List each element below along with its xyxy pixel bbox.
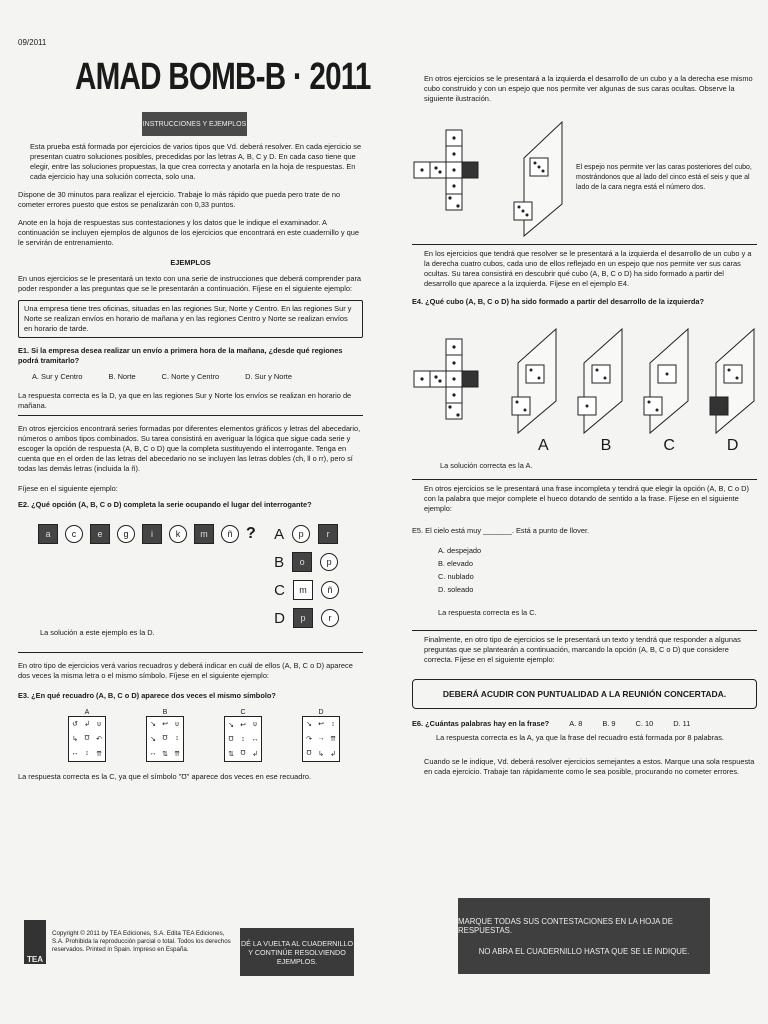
notes-paragraph: Anote en la hoja de respuestas sus contestaciones y los datos que le indique el examinador. A continuación se incluyen ejemplos de algunos de los ejercicios que encontrará en este cuadernillo y que le servirán de entrenamiento. <box>18 218 360 247</box>
intro-paragraph: Esta prueba está formada por ejercicios de varios tipos que Vd. deberá resolver. En cada ejercicio se presentan cuatro soluciones posibles, precedidas por las letras A, B, C y D. En cada caso tiene que elegir, entre las soluciones propuestas, la que crea correcta y anotarla en la hoja de respuestas. En cada ejercicio hay una solución correcta, solo una. <box>30 142 362 181</box>
cube-option-a-icon <box>500 325 558 435</box>
option-item: p <box>292 525 310 543</box>
option-item: ñ <box>321 581 339 599</box>
cube-task-intro: En los ejercicios que tendrá que resolver se le presentará a la izquierda el desarrollo de un cubo y a la derecha cuatro cubos, cada uno de ellos reflejado en un espejo que nos permite ver sus caras ocultas. Su tarea consistirá en descubrir qué cubo (A, B, C o D) ha sido formado a partir del desarrollo que aparece a la izquierda. Fíjese en el ejemplo E4. <box>424 249 752 288</box>
e6-option-b: B. 9 <box>602 719 616 728</box>
option-letter: A <box>538 437 549 454</box>
notice-line-1: MARQUE TODAS SUS CONTESTACIONES EN LA HOJA DE RESPUESTAS. <box>458 916 673 935</box>
cube-option-c-icon <box>632 325 690 435</box>
e6-answer: La respuesta correcta es la A, ya que la frase del recuadro está formada por 8 palabras. <box>436 733 724 742</box>
option-item: m <box>293 580 313 600</box>
e3-answer: La respuesta correcta es la C, ya que el símbolo "Ʊ" aparece dos veces en ese recuadro. <box>18 772 312 781</box>
e2-answer: La solución a este ejemplo es la D. <box>40 628 155 637</box>
mirror-cube-icon <box>504 118 564 238</box>
question-e5: E5. El cielo está muy _______. Está a punto de llover. <box>412 526 590 535</box>
sentence-intro: En otros ejercicios se le presentará una frase incompleta y tendrá que elegir la opción (A, B, C o D) con la palabra que mejor complete el hueco dotando de sentido a la frase. Fíjese en el siguiente ejemplo: <box>424 484 749 513</box>
e6-option-a: A. 8 <box>569 719 583 728</box>
series-item: a <box>38 524 58 544</box>
divider <box>412 479 757 480</box>
left-column <box>18 142 363 782</box>
box-letter: A <box>84 709 90 716</box>
series-item: c <box>65 525 83 543</box>
option-letter: C <box>274 581 285 599</box>
symbol-grid: ↘ ↩ ʋ Ʊ ↕ ↔ ⇅ Ʊ ↲ <box>224 716 262 762</box>
e1-option-b: B. Norte <box>108 372 136 381</box>
e1-option-d: D. Sur y Norte <box>245 372 292 381</box>
answer-sheet-notice <box>458 898 710 974</box>
option-item: p <box>293 608 313 628</box>
option-letter: A <box>274 525 285 543</box>
series-intro: En otros ejercicios encontrará series formadas por diferentes elementos gráficos y letras del abecedario, números o ambos tipos combinados. Su tarea consistirá en averiguar la lógica que sigue cada serie y escoger la opción de respuesta (A, B, C o D) que la completa sustituyendo el interrogante. Tenga en cuenta que en el orden de las letras del abecedario no se incluyen las letras dobles (ch, ll o rr), pero sí todas las demás letras (incluida la ñ). <box>18 424 361 473</box>
question-e4: E4. ¿Qué cubo (A, B, C o D) ha sido formado a partir del desarrollo de la izquierda? <box>412 297 704 306</box>
box-letter: C <box>240 709 246 716</box>
e3-box-b <box>146 709 184 762</box>
question-e3: E3. ¿En qué recuadro (A, B, C o D) aparece dos veces el mismo símbolo? <box>18 691 276 700</box>
symbols-intro: En otro tipo de ejercicios verá varios recuadros y deberá indicar en cuál de ellos (A, B, C o D) aparece dos veces la misma letra o el mismo símbolo. Fíjese en el siguiente ejemplo: <box>18 661 353 680</box>
series-item: m <box>194 524 214 544</box>
option-letter: D <box>726 437 739 454</box>
question-e1: E1. Si la empresa desea realizar un envío a primera hora de la mañana, ¿desde qué regiones podrá tramitarlo? <box>18 346 343 365</box>
e1-option-c: C. Norte y Centro <box>161 372 220 381</box>
e6-option-d: D. 11 <box>673 719 691 728</box>
e4-labels <box>538 437 757 455</box>
closing-paragraph: Cuando se le indique, Vd. deberá resolver ejercicios semejantes a estos. Marque una sola respuesta en cada ejercicio. Trabaje tan rápidamente como le sea posible, procurando no cometer errores. <box>424 757 755 776</box>
e2-option-c <box>274 580 339 600</box>
option-item: r <box>321 609 339 627</box>
question-e6: E6. ¿Cuántas palabras hay en la frase? <box>412 719 550 728</box>
option-item: r <box>318 524 338 544</box>
tea-logo: TEA <box>24 920 46 964</box>
see-example: Fíjese en el siguiente ejemplo: <box>18 484 118 493</box>
turn-page-box: DÉ LA VUELTA AL CUADERNILLO Y CONTINÚE RESOLVIENDO EJEMPLOS. <box>240 928 354 976</box>
series-item: ñ <box>221 525 239 543</box>
series-item: k <box>169 525 187 543</box>
instructions-banner: INSTRUCCIONES Y EJEMPLOS <box>142 112 247 136</box>
e5-option-a: A. despejado <box>438 546 482 555</box>
option-letter: B <box>600 437 612 454</box>
symbol-grid: ↘ ↩ ↕ ↷ → ⇈ Ʊ ↳ ↲ <box>302 716 340 762</box>
divider <box>18 415 363 416</box>
e4-figures <box>412 325 757 435</box>
e3-box-a <box>68 709 106 762</box>
e5-option-b: B. elevado <box>438 559 473 568</box>
series-item: e <box>90 524 110 544</box>
e5-options <box>438 544 757 596</box>
right-column <box>412 74 757 777</box>
e5-option-d: D. soleado <box>438 585 474 594</box>
time-paragraph: Dispone de 30 minutos para realizar el ejercicio. Trabaje lo más rápido que pueda pero trate de no cometer errores puesto que estos se penalizarán con 0,33 puntos. <box>18 190 341 209</box>
option-item: o <box>292 552 312 572</box>
e2-option-a <box>274 524 339 544</box>
e1-options <box>32 372 363 381</box>
cube-option-b-icon <box>566 325 624 435</box>
example-text-box: Una empresa tiene tres oficinas, situadas en las regiones Sur, Norte y Centro. En las regiones Sur y Norte se realizan envíos en horario de mañana y en las regiones Centro y Norte se realizan envíos en horario de tarde. <box>18 300 363 338</box>
e3-box-d <box>302 709 340 762</box>
option-letter: C <box>663 437 675 454</box>
copyright-text: Copyright © 2011 by TEA Ediciones, S.A. Edita TEA Ediciones, S.A. Prohibida la reproducción parcial o total. Todos los derechos reservados. Printed in Spain. Impreso en España. <box>52 930 231 953</box>
notice-line-2: NO ABRA EL CUADERNILLO HASTA QUE SE LE INDIQUE. <box>478 946 690 956</box>
series-item: i <box>142 524 162 544</box>
question-e2: E2. ¿Qué opción (A, B, C o D) completa la serie ocupando el lugar del interrogante? <box>18 500 312 509</box>
mirror-explanation: El espejo nos permite ver las caras posteriores del cubo, mostrándonos que al lado del cinco está el seis y que al lado de la cara negra está el número dos. <box>576 164 752 191</box>
e2-answer-options <box>274 524 339 628</box>
divider <box>412 630 757 631</box>
e3-boxes <box>68 709 363 762</box>
cube-illustration <box>412 118 757 238</box>
e1-option-a: A. Sur y Centro <box>32 372 83 381</box>
e2-block <box>18 524 363 628</box>
option-letter: D <box>274 609 285 627</box>
cube-intro: En otros ejercicios se le presentará a la izquierda el desarrollo de un cubo y a la derecha ese mismo cubo construido y con un espejo que nos permite ver algunas de sus caras ocultas. Observe la siguiente ilustración. <box>424 74 753 103</box>
page-title: AMAD BOMB-B · 2011 <box>75 56 371 98</box>
divider <box>412 244 757 245</box>
e6-option-c: C. 10 <box>635 719 654 728</box>
cube-option-d-icon <box>698 325 756 435</box>
e1-answer: La respuesta correcta es la D, ya que en las regiones Sur y Norte los envíos se realizan en horario de mañana. <box>18 391 352 410</box>
e6-row <box>412 719 757 729</box>
e2-option-d <box>274 608 339 628</box>
form-code: 09/2011 <box>18 38 47 47</box>
series-item: g <box>117 525 135 543</box>
e2-option-b <box>274 552 339 572</box>
symbol-grid: ↘ ↩ ʋ ↘ Ʊ ↕ ↔ ⇅ ⇈ <box>146 716 184 762</box>
e4-answer: La solución correcta es la A. <box>440 461 533 470</box>
question-mark: ? <box>246 525 256 542</box>
examples-heading: EJEMPLOS <box>170 258 211 267</box>
e5-answer: La respuesta correcta es la C. <box>438 608 537 617</box>
e5-option-c: C. nublado <box>438 572 474 581</box>
e3-box-c <box>224 709 262 762</box>
box-letter: D <box>318 709 324 716</box>
e2-sequence <box>38 524 256 544</box>
reading-intro: Finalmente, en otro tipo de ejercicios se le presentará un texto y tendrá que responder a algunas preguntas que se plantearán a continuación, marcando la opción (A, B, C o D) que considere correcta. Fíjese en el siguiente ejemplo: <box>424 635 741 664</box>
box-letter: B <box>162 709 168 716</box>
text-exercise-intro: En unos ejercicios se le presentará un texto con una serie de instrucciones que deberá comprender para poder responder a las preguntas que se le presentarán a continuación. Fíjese en el siguiente ejemplo: <box>18 274 362 293</box>
cube-net-icon <box>412 337 492 423</box>
symbol-grid: ↺ ↲ ʋ ↳ Ʊ ↶ ↔ ↕ ⇈ <box>68 716 106 762</box>
sentence-box: DEBERÁ ACUDIR CON PUNTUALIDAD A LA REUNIÓN CONCERTADA. <box>412 679 757 709</box>
divider <box>18 652 363 653</box>
option-item: p <box>320 553 338 571</box>
cube-net-icon <box>412 128 492 228</box>
option-letter: B <box>274 553 285 571</box>
